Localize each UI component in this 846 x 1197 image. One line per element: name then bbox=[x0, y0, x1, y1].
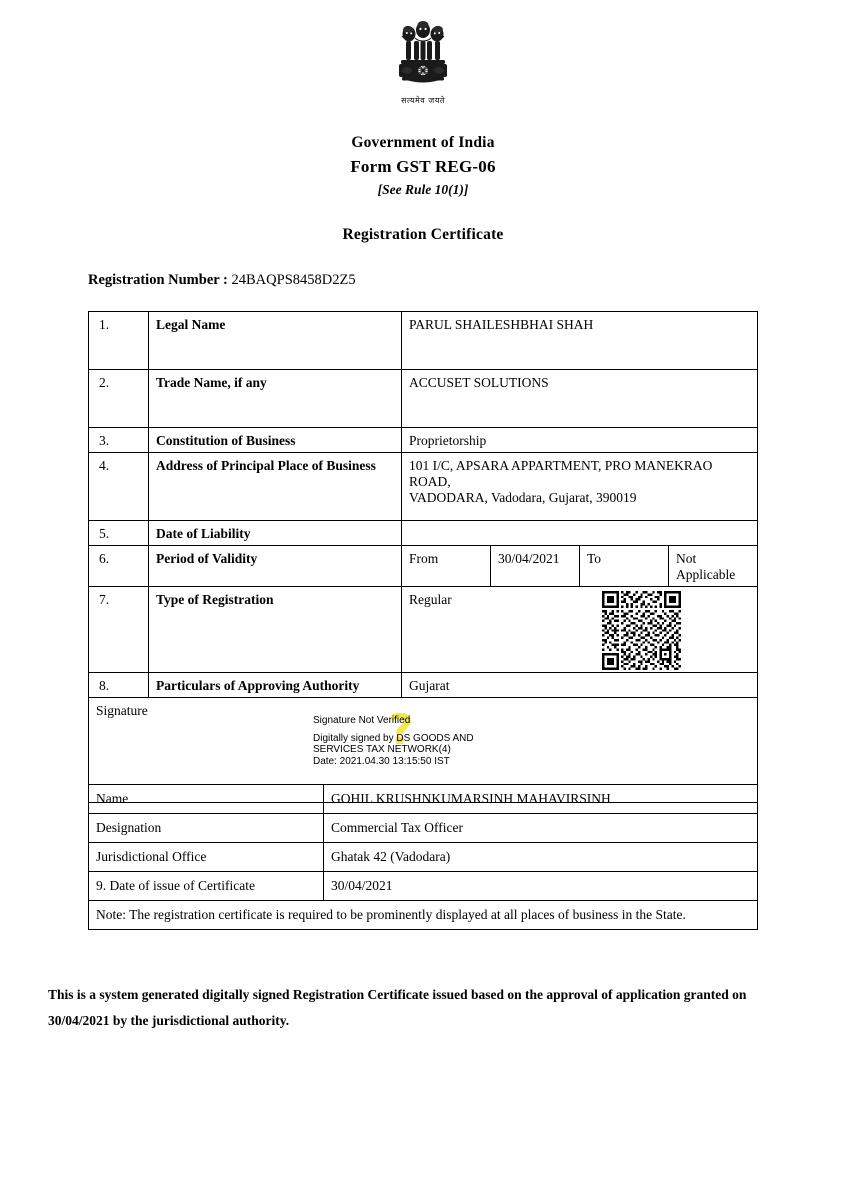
row-label-text: Address of Principal Place of Business bbox=[156, 458, 376, 473]
row-number: 8. bbox=[89, 673, 149, 698]
row-label: Trade Name, if any bbox=[149, 370, 402, 428]
authority-name-label: Name bbox=[89, 785, 324, 814]
validity-to-label: To bbox=[580, 546, 669, 587]
table-row bbox=[89, 312, 758, 370]
row-number: 6. bbox=[89, 546, 149, 587]
row-value: PARUL SHAILESHBHAI SHAH bbox=[402, 312, 758, 370]
india-state-emblem-icon bbox=[395, 18, 451, 97]
registration-number-label: Registration Number : bbox=[88, 272, 228, 288]
row-label: Date of Liability bbox=[149, 521, 402, 546]
row-value bbox=[402, 453, 758, 521]
signature-not-verified-text: Signature Not Verified bbox=[313, 715, 411, 726]
note-row bbox=[89, 901, 758, 930]
document-heading bbox=[0, 132, 846, 244]
table-row bbox=[89, 814, 758, 843]
form-title: Form GST REG-06 bbox=[350, 157, 496, 176]
footer-line-2: the jurisdictional authority. bbox=[130, 1013, 290, 1028]
jurisdictional-office-label: Jurisdictional Office bbox=[89, 843, 324, 872]
table-row bbox=[89, 872, 758, 901]
date-of-issue-label: 9. Date of issue of Certificate bbox=[89, 872, 324, 901]
page-title: Registration Certificate bbox=[342, 226, 504, 243]
registration-details-table bbox=[88, 311, 758, 803]
row-number: 2. bbox=[89, 370, 149, 428]
qr-code bbox=[601, 591, 682, 670]
row-label: Particulars of Approving Authority bbox=[149, 673, 402, 698]
display-note: Note: The registration certificate is required to be prominently displayed at all places of business in the State. bbox=[89, 901, 758, 930]
row-label: Constitution of Business bbox=[149, 428, 402, 453]
footer-note bbox=[48, 982, 800, 1034]
date-of-issue-value: 30/04/2021 bbox=[324, 872, 758, 901]
row-value: Proprietorship bbox=[402, 428, 758, 453]
validity-to-value: Not Applicable bbox=[669, 546, 758, 587]
rule-reference: [See Rule 10(1)] bbox=[377, 182, 469, 197]
government-title: Government of India bbox=[351, 134, 495, 151]
signed-by-line-2: SERVICES TAX NETWORK(4) bbox=[313, 744, 451, 755]
designation-value: Commercial Tax Officer bbox=[324, 814, 758, 843]
address-line-1: 101 I/C, APSARA APPARTMENT, PRO MANEKRAO ROAD, bbox=[409, 458, 713, 489]
emblem-container bbox=[0, 18, 846, 106]
jurisdictional-office-value: Ghatak 42 (Vadodara) bbox=[324, 843, 758, 872]
table-row-period-of-validity bbox=[89, 546, 758, 587]
table-row bbox=[89, 453, 758, 521]
row-value bbox=[402, 521, 758, 546]
type-of-registration-value: Regular bbox=[409, 592, 452, 607]
row-value-with-qr bbox=[402, 587, 758, 673]
table-row bbox=[89, 370, 758, 428]
table-row-type-of-registration bbox=[89, 587, 758, 673]
authority-name-value: GOHIL KRUSHNKUMARSINH MAHAVIRSINH bbox=[324, 785, 758, 814]
row-number: 4. bbox=[89, 453, 149, 521]
row-value: ACCUSET SOLUTIONS bbox=[402, 370, 758, 428]
row-label: Period of Validity bbox=[149, 546, 402, 587]
signature-label: Signature bbox=[96, 703, 148, 718]
address-line-2: VADODARA, Vadodara, Gujarat, 390019 bbox=[409, 490, 637, 505]
row-number: 5. bbox=[89, 521, 149, 546]
digital-signature-details bbox=[313, 715, 593, 767]
row-label: Type of Registration bbox=[149, 587, 402, 673]
question-mark-icon: ? bbox=[389, 705, 414, 754]
row-number: 1. bbox=[89, 312, 149, 370]
row-number: 7. bbox=[89, 587, 149, 673]
row-value: Gujarat bbox=[402, 673, 758, 698]
table-row bbox=[89, 521, 758, 546]
table-row bbox=[89, 428, 758, 453]
registration-number-value: 24BAQPS8458D2Z5 bbox=[231, 272, 356, 288]
row-label bbox=[149, 453, 402, 521]
validity-from-label: From bbox=[402, 546, 491, 587]
table-row bbox=[89, 843, 758, 872]
approving-authority-table bbox=[88, 784, 758, 930]
footer-line-1: This is a system generated digitally signed Registration Certificate issued based on the approval of application granted on 30/04/2021 by bbox=[48, 987, 747, 1028]
registration-number bbox=[88, 272, 356, 289]
signed-by-line-1: Digitally signed by DS GOODS AND bbox=[313, 732, 474, 744]
designation-label: Designation bbox=[89, 814, 324, 843]
signature-date: Date: 2021.04.30 13:15:50 IST bbox=[313, 755, 450, 767]
table-row bbox=[89, 673, 758, 698]
validity-from-value: 30/04/2021 bbox=[491, 546, 580, 587]
table-row bbox=[89, 785, 758, 814]
row-number: 3. bbox=[89, 428, 149, 453]
emblem-motto: सत्यमेव जयते bbox=[401, 96, 445, 105]
row-label: Legal Name bbox=[149, 312, 402, 370]
